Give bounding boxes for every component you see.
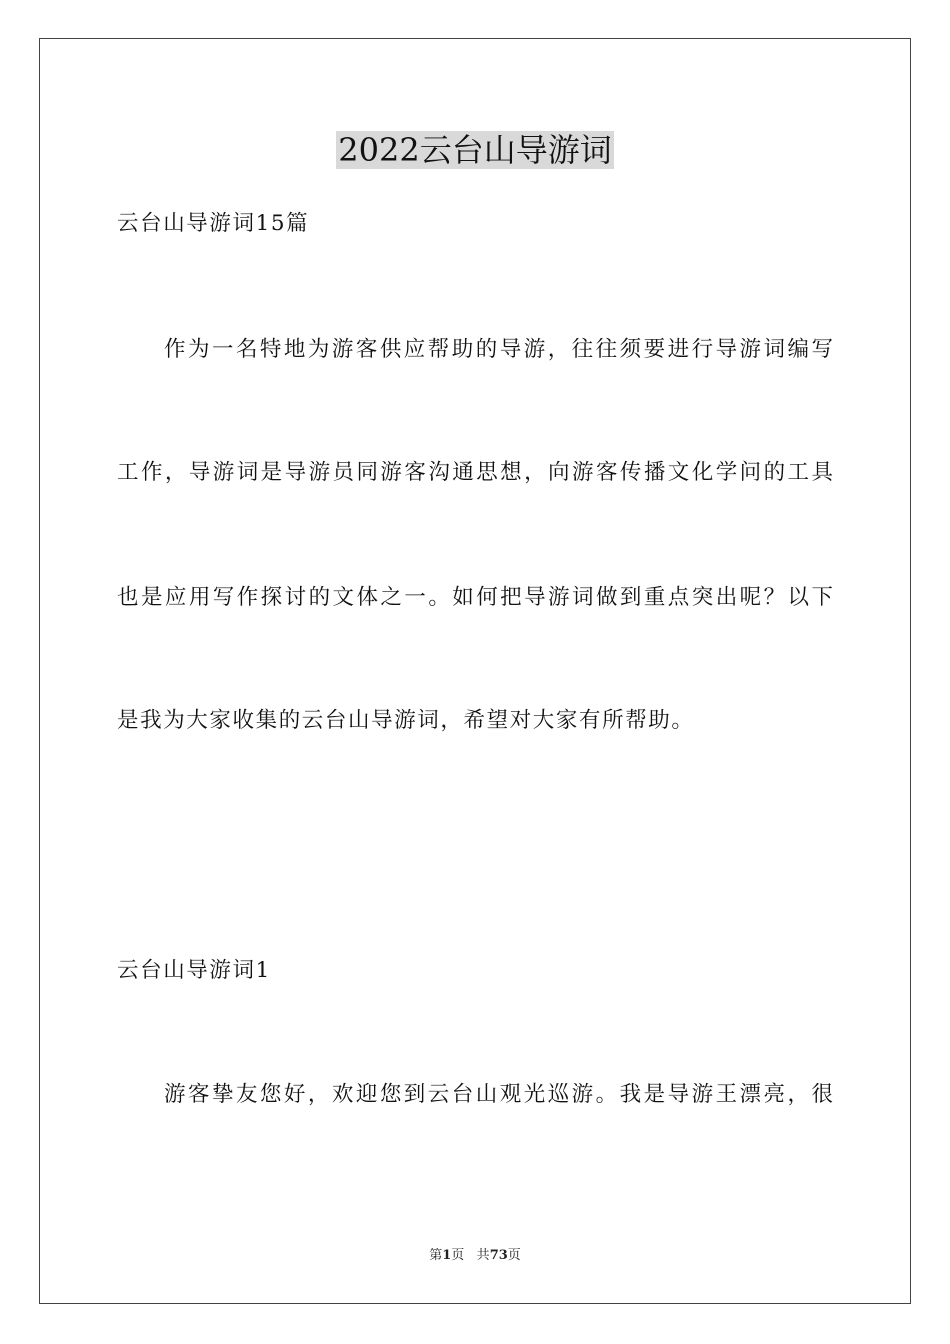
intro-line-4: 是我为大家收集的云台山导游词，希望对大家有所帮助。 (117, 708, 695, 733)
footer-prefix: 第 (429, 1248, 443, 1263)
section-paragraph-line-1: 游客挚友您好，欢迎您到云台山观光巡游。我是导游王漂亮，很 (164, 1082, 833, 1107)
intro-line-1: 作为一名特地为游客供应帮助的导游，往往须要进行导游词编写 (164, 337, 833, 362)
footer-total-prefix: 共 (476, 1248, 490, 1263)
intro-line-2: 工作，导游词是导游员同游客沟通思想，向游客传播文化学问的工具 (117, 460, 833, 485)
intro-line-3: 也是应用写作探讨的文体之一。如何把导游词做到重点突出呢？以下 (117, 585, 833, 610)
page-footer (0, 1247, 950, 1265)
section-heading: 云台山导游词1 (117, 958, 271, 983)
document-title (0, 128, 950, 172)
footer-total-suffix: 页 (507, 1248, 521, 1263)
footer-page-number: 1 (442, 1248, 452, 1263)
document-title-text: 2022云台山导游词 (338, 131, 612, 169)
footer-total-pages: 73 (489, 1248, 508, 1263)
document-subtitle: 云台山导游词15篇 (117, 211, 310, 236)
footer-page-suffix: 页 (451, 1248, 465, 1263)
